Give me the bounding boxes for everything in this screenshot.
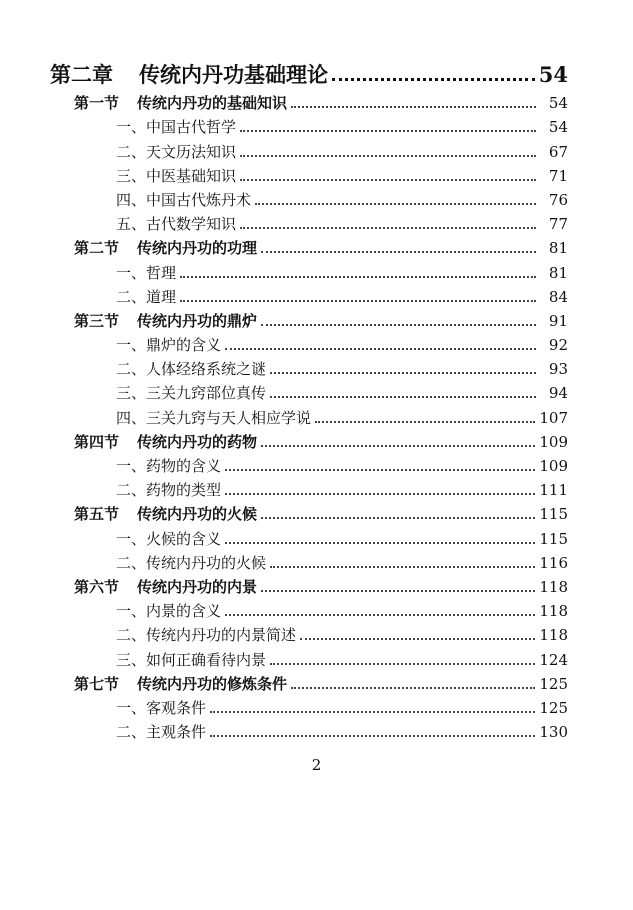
toc-entry-label: [116, 409, 311, 427]
toc-entry-item: [48, 185, 568, 209]
dot-leader: [180, 275, 536, 278]
dot-leader: [225, 347, 536, 350]
toc-entry-page: 54: [548, 118, 568, 137]
toc-entry-section: [48, 572, 568, 596]
toc-entry-label: [116, 699, 206, 717]
toc-entry-page: 107: [539, 408, 568, 427]
toc-entry-section: [48, 499, 568, 523]
toc-entry-title: 三、中医基础知识: [116, 166, 237, 185]
toc-entry-title: 二、道理: [116, 287, 177, 306]
toc-entry-item: [48, 136, 568, 160]
toc-entry-title: 一、内景的含义: [116, 602, 222, 621]
toc-entry-label: [74, 505, 257, 523]
toc-entry-page: 116: [539, 553, 568, 572]
toc-entry-item: [48, 209, 568, 233]
toc-entry-label: [116, 602, 221, 620]
toc-entry-title: 传统内丹功的基础知识: [137, 94, 288, 113]
toc-entry-number: 第五节: [74, 505, 120, 524]
toc-entry-label: [116, 336, 221, 354]
toc-entry-title: 传统内丹功的药物: [137, 432, 258, 451]
toc-entry-number: 第六节: [74, 577, 120, 596]
dot-leader: [270, 565, 535, 568]
toc-entry-label: [116, 651, 266, 669]
dot-leader: [261, 589, 535, 592]
toc-entry-page: 118: [539, 626, 568, 645]
toc-entry-item: [48, 475, 568, 499]
toc-entry-section: [48, 306, 568, 330]
toc-entry-page: 91: [548, 311, 568, 330]
toc-entry-page: 92: [548, 336, 568, 355]
dot-leader: [270, 395, 536, 398]
toc-entry-item: [48, 112, 568, 136]
toc-entry-item: [48, 330, 568, 354]
dot-leader: [332, 77, 535, 81]
toc-entry-title: 二、主观条件: [116, 723, 207, 742]
toc-entry-item: [48, 257, 568, 281]
dot-leader: [255, 202, 536, 205]
dot-leader: [291, 105, 536, 108]
dot-leader: [270, 371, 536, 374]
toc-entry-page: 81: [548, 263, 568, 282]
toc-entry-label: [74, 578, 257, 596]
toc-entry-title: 二、天文历法知识: [116, 142, 237, 161]
toc-entry-page: 118: [539, 602, 568, 621]
toc-entry-page: 84: [548, 287, 568, 306]
toc-entry-title: 一、客观条件: [116, 698, 207, 717]
dot-leader: [180, 299, 536, 302]
toc-entry-number: 第七节: [74, 674, 120, 693]
dot-leader: [291, 686, 535, 689]
toc-entry-page: 54: [548, 94, 568, 113]
dot-leader: [240, 154, 536, 157]
toc-entry-section: [48, 88, 568, 112]
toc-entry-label: [116, 191, 251, 209]
toc-entry-label: [116, 530, 221, 548]
toc-entry-page: 109: [539, 432, 568, 451]
toc-entry-label: [74, 312, 257, 330]
toc-entry-page: 77: [548, 215, 568, 234]
toc-entry-title: 三、如何正确看待内景: [116, 650, 267, 669]
toc-entry-title: 一、药物的含义: [116, 457, 222, 475]
dot-leader: [300, 637, 535, 640]
dot-leader: [240, 178, 536, 181]
toc-entry-page: 93: [548, 360, 568, 379]
page-number: 2: [311, 756, 322, 774]
toc-entry-label: [74, 433, 257, 451]
toc-entry-title: 传统内丹功的功理: [137, 239, 258, 258]
toc-entry-title: 一、火候的含义: [116, 529, 222, 548]
toc-entry-label: [74, 675, 287, 693]
toc-entry-number: 第二章: [50, 62, 113, 87]
table-of-contents: [48, 58, 568, 741]
toc-entry-number: 第三节: [74, 311, 120, 330]
toc-entry-title: 一、哲理: [116, 263, 177, 282]
toc-entry-title: 二、人体经络系统之谜: [116, 360, 267, 379]
toc-entry-label: [116, 384, 266, 402]
toc-entry-title: 传统内丹功的内景: [137, 577, 258, 596]
dot-leader: [261, 516, 535, 519]
toc-entry-page: 124: [539, 650, 568, 669]
toc-entry-number: 第一节: [74, 94, 120, 113]
dot-leader: [210, 734, 535, 737]
toc-entry-item: [48, 644, 568, 668]
toc-entry-page: 54: [538, 62, 568, 87]
toc-entry-page: 125: [539, 698, 568, 717]
dot-leader: [225, 613, 535, 616]
toc-entry-title: 二、药物的类型: [116, 481, 222, 500]
toc-entry-item: [48, 620, 568, 644]
toc-entry-title: 传统内丹功基础理论: [139, 62, 328, 87]
toc-entry-number: 第二节: [74, 239, 120, 258]
toc-entry-label: [116, 167, 236, 185]
toc-entry-label: [74, 94, 287, 112]
toc-entry-item: [48, 451, 568, 475]
toc-entry-title: 传统内丹功的鼎炉: [137, 311, 258, 330]
toc-entry-label: [116, 554, 266, 572]
toc-entry-label: [116, 457, 221, 475]
toc-entry-page: 115: [539, 529, 568, 548]
toc-entry-label: [116, 481, 221, 499]
toc-entry-page: 94: [548, 384, 568, 403]
toc-entry-label: [116, 143, 236, 161]
toc-entry-label: [116, 215, 236, 233]
toc-entry-page: 81: [548, 239, 568, 258]
toc-entry-item: [48, 596, 568, 620]
toc-entry-title: 一、中国古代哲学: [116, 118, 237, 137]
dot-leader: [261, 250, 536, 253]
toc-entry-page: 115: [539, 505, 568, 524]
toc-entry-label: [116, 264, 176, 282]
toc-entry-page: 130: [539, 723, 568, 742]
dot-leader: [270, 662, 535, 665]
toc-entry-label: [50, 62, 328, 88]
toc-entry-page: 118: [539, 577, 568, 596]
toc-entry-item: [48, 402, 568, 426]
toc-entry-title: 三、三关九窍部位真传: [116, 384, 267, 403]
toc-entry-section: [48, 233, 568, 257]
toc-entry-page: 111: [539, 481, 568, 500]
toc-entry-section: [48, 427, 568, 451]
toc-entry-title: 传统内丹功的修炼条件: [137, 674, 288, 693]
toc-entry-item: [48, 693, 568, 717]
dot-leader: [225, 492, 535, 495]
toc-entry-title: 一、鼎炉的含义: [116, 336, 222, 355]
dot-leader: [240, 226, 536, 229]
toc-entry-item: [48, 548, 568, 572]
toc-entry-page: 76: [548, 190, 568, 209]
toc-entry-title: 传统内丹功的火候: [137, 505, 258, 524]
toc-entry-chapter: [48, 58, 568, 88]
dot-leader: [240, 129, 536, 132]
dot-leader: [225, 468, 535, 471]
toc-entry-title: 四、三关九窍与天人相应学说: [116, 408, 312, 427]
toc-entry-item: [48, 161, 568, 185]
toc-entry-label: [74, 239, 257, 257]
toc-entry-title: 二、传统内丹功的内景简述: [116, 626, 297, 645]
toc-entry-item: [48, 378, 568, 402]
toc-entry-item: [48, 717, 568, 741]
toc-entry-title: 二、传统内丹功的火候: [116, 553, 267, 572]
dot-leader: [225, 541, 535, 544]
toc-entry-title: 五、古代数学知识: [116, 215, 237, 234]
toc-entry-item: [48, 523, 568, 547]
toc-entry-item: [48, 282, 568, 306]
toc-entry-page: 67: [548, 142, 568, 161]
toc-entry-title: 四、中国古代炼丹术: [116, 190, 252, 209]
toc-entry-label: [116, 360, 266, 378]
toc-entry-section: [48, 669, 568, 693]
toc-entry-page: 109: [539, 457, 568, 475]
toc-entry-page: 125: [539, 674, 568, 693]
dot-leader: [261, 323, 536, 326]
toc-entry-label: [116, 288, 176, 306]
toc-entry-number: 第四节: [74, 432, 120, 451]
toc-entry-page: 71: [548, 166, 568, 185]
toc-entry-item: [48, 354, 568, 378]
toc-entry-label: [116, 626, 296, 644]
toc-entry-label: [116, 723, 206, 741]
toc-entry-label: [116, 118, 236, 136]
dot-leader: [315, 420, 535, 423]
dot-leader: [261, 444, 535, 447]
dot-leader: [210, 710, 535, 713]
